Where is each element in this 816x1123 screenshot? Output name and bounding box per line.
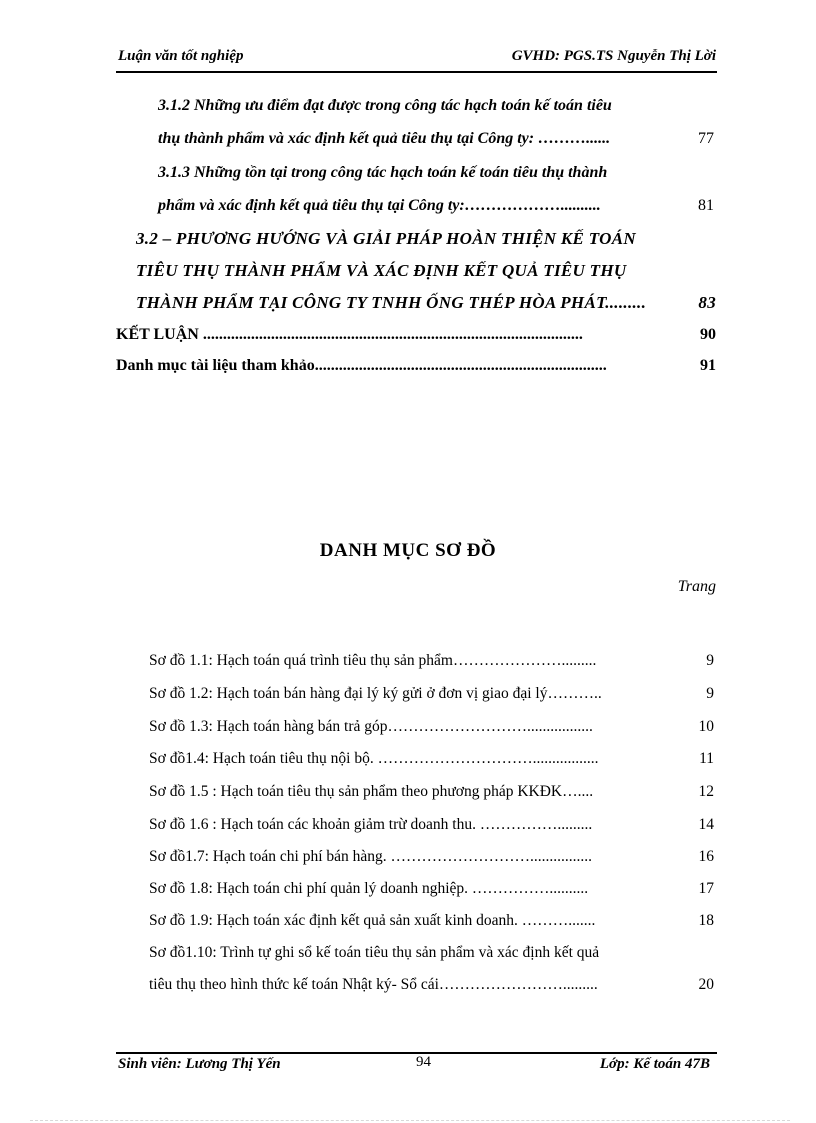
diagram-item-1-6-page: 14 bbox=[698, 816, 714, 833]
toc-conclusion-page: 90 bbox=[700, 326, 716, 343]
diagram-list-title: DANH MỤC SƠ ĐỒ bbox=[319, 540, 497, 561]
footer-student: Sinh viên: Lương Thị Yến bbox=[118, 1056, 281, 1072]
diagram-item-1-7-page: 16 bbox=[698, 848, 714, 865]
diagram-item-1-3-page: 10 bbox=[698, 718, 714, 735]
diagram-item-1-10-line2: tiêu thụ theo hình thức kế toán Nhật ký- Sổ cái……………………......... bbox=[149, 976, 598, 993]
toc-item-313-line1: 3.1.3 Những tồn tại trong công tác hạch toán kế toán tiêu thụ thành bbox=[158, 164, 608, 181]
diagram-item-1-9: Sơ đồ 1.9: Hạch toán xác định kết quả sản xuất kinh doanh. ………....... bbox=[149, 912, 596, 929]
diagram-item-1-2-page: 9 bbox=[706, 685, 714, 702]
toc-item-32-line1: 3.2 – PHƯƠNG HƯỚNG VÀ GIẢI PHÁP HOÀN THIỆN KẾ TOÁN bbox=[136, 229, 636, 248]
toc-references-page: 91 bbox=[700, 357, 716, 374]
page-footer bbox=[116, 1056, 716, 1078]
toc-item-312-line2: thụ thành phẩm và xác định kết quả tiêu thụ tại Công ty: ………...... bbox=[158, 130, 611, 147]
header-advisor: GVHD: PGS.TS Nguyễn Thị Lời bbox=[511, 48, 716, 64]
header-thesis-label: Luận văn tốt nghiệp bbox=[118, 48, 244, 64]
toc-item-312-page: 77 bbox=[698, 130, 714, 147]
diagram-item-1-3: Sơ đồ 1.3: Hạch toán hàng bán trả góp………………………................. bbox=[149, 718, 593, 735]
toc-references: Danh mục tài liệu tham khảo......................................................................... bbox=[116, 357, 607, 374]
footer-page-number: 94 bbox=[416, 1054, 431, 1070]
toc-item-32-page: 83 bbox=[698, 293, 716, 312]
page-break-line bbox=[30, 1120, 790, 1121]
footer-class: Lớp: Kế toán 47B bbox=[599, 1056, 710, 1072]
diagram-item-1-5-page: 12 bbox=[698, 783, 714, 800]
toc-conclusion: KẾT LUẬN ............................................................................................... bbox=[116, 326, 583, 343]
page-header bbox=[116, 48, 716, 70]
toc-item-312-line1: 3.1.2 Những ưu điểm đạt được trong công tác hạch toán kế toán tiêu bbox=[158, 97, 612, 114]
diagram-item-1-7: Sơ đồ1.7: Hạch toán chi phí bán hàng. ………………………................ bbox=[149, 848, 593, 865]
diagram-item-1-4-page: 11 bbox=[699, 750, 714, 767]
header-rule bbox=[116, 71, 717, 73]
diagram-item-1-6: Sơ đồ 1.6 : Hạch toán các khoản giảm trừ doanh thu. ……………......... bbox=[149, 816, 593, 833]
page-column-label: Trang bbox=[677, 578, 716, 595]
toc-item-32-line2: TIÊU THỤ THÀNH PHẨM VÀ XÁC ĐỊNH KẾT QUẢ TIÊU THỤ bbox=[136, 261, 627, 280]
diagram-item-1-2: Sơ đồ 1.2: Hạch toán bán hàng đại lý ký gửi ở đơn vị giao đại lý……….. bbox=[149, 685, 602, 702]
diagram-item-1-1-page: 9 bbox=[706, 652, 714, 669]
diagram-item-1-5: Sơ đồ 1.5 : Hạch toán tiêu thụ sản phẩm theo phương pháp KKĐK….... bbox=[149, 783, 594, 800]
toc-item-313-page: 81 bbox=[698, 197, 714, 214]
diagram-item-1-8-page: 17 bbox=[698, 880, 714, 897]
diagram-item-1-1: Sơ đồ 1.1: Hạch toán quá trình tiêu thụ sản phẩm…………………......... bbox=[149, 652, 597, 669]
diagram-item-1-8: Sơ đồ 1.8: Hạch toán chi phí quản lý doanh nghiệp. …………….......... bbox=[149, 880, 589, 897]
diagram-item-1-4: Sơ đồ1.4: Hạch toán tiêu thụ nội bộ. …………………………................. bbox=[149, 750, 599, 767]
toc-item-32-line3: THÀNH PHẨM TẠI CÔNG TY TNHH ỐNG THÉP HÒA PHÁT......... bbox=[136, 293, 647, 312]
toc-item-313-line2: phẩm và xác định kết quả tiêu thụ tại Công ty:……………….......... bbox=[158, 197, 601, 214]
diagram-item-1-10-line1: Sơ đồ1.10: Trình tự ghi sổ kế toán tiêu thụ sản phẩm và xác định kết quả bbox=[149, 944, 600, 961]
diagram-item-1-9-page: 18 bbox=[698, 912, 714, 929]
diagram-item-1-10-page: 20 bbox=[698, 976, 714, 993]
